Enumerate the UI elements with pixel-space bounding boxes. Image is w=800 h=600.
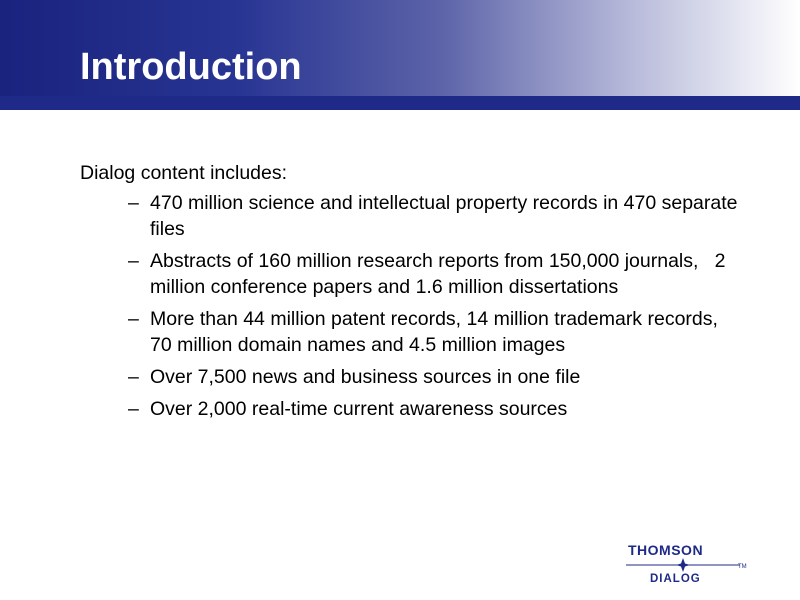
logo-top-text: THOMSON <box>628 542 704 558</box>
bullet-text: Abstracts of 160 million research reports from 150,000 journals, 2 million conference papers and 1.6 million dissertations <box>150 250 726 298</box>
bullet-text: Over 7,500 news and business sources in one file <box>150 366 581 388</box>
bullet-text: More than 44 million patent records, 14 million trademark records, 70 million domain names and 4.5 million images <box>150 308 718 356</box>
dash-marker: – <box>128 398 139 420</box>
slide-title: Introduction <box>80 46 302 88</box>
bullet-item <box>128 248 740 300</box>
star-line-icon <box>626 558 740 572</box>
slide-content <box>80 160 740 428</box>
bullet-item <box>128 396 740 422</box>
trademark-mark: TM <box>738 564 747 570</box>
intro-line: Dialog content includes: <box>80 162 288 184</box>
dash-marker: – <box>128 250 139 272</box>
bullet-text: 470 million science and intellectual property records in 470 separate files <box>150 192 738 240</box>
bullet-item <box>128 306 740 358</box>
dash-marker: – <box>128 366 139 388</box>
logo-bottom-text: DIALOG <box>650 573 701 585</box>
dash-marker: – <box>128 308 139 330</box>
header-bar <box>0 96 800 110</box>
thomson-dialog-logo <box>622 540 752 590</box>
bullet-list <box>80 190 740 422</box>
bullet-text: Over 2,000 real-time current awareness sources <box>150 398 568 420</box>
bullet-item <box>128 364 740 390</box>
bullet-item <box>128 190 740 242</box>
dash-marker: – <box>128 192 139 214</box>
